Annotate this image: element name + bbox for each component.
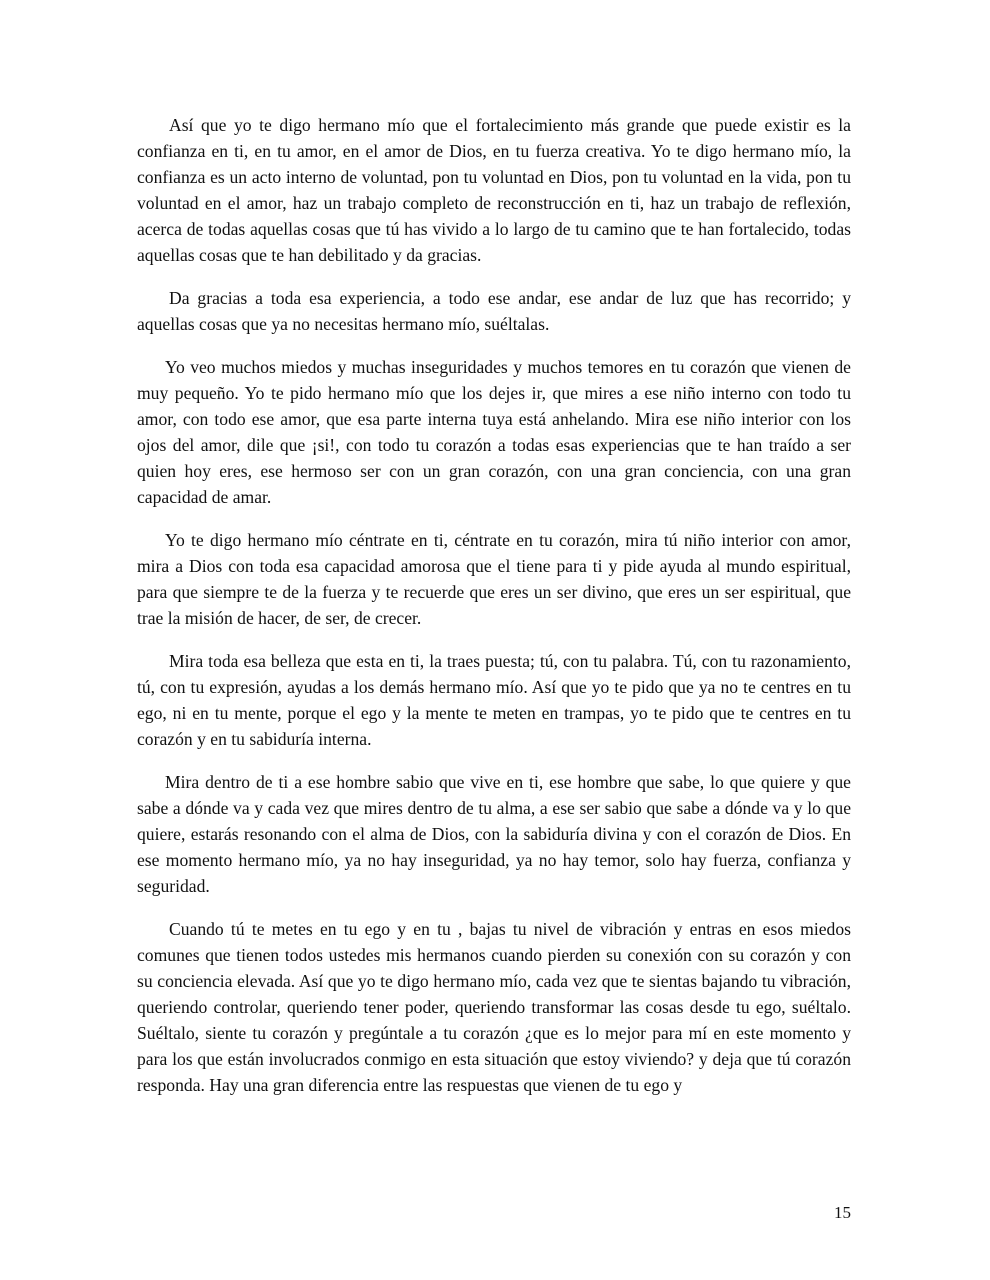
paragraph-3: Yo veo muchos miedos y muchas inseguridades y muchos temores en tu corazón que vienen de muy pequeño. Yo te pido hermano mío que los dejes ir, que mires a ese niño interno con todo tu amor, con todo ese amor, que esa parte interna tuya está anhelando. Mira ese niño interior con los ojos del amor, dile que ¡si!, con todo tu corazón a todas esas experiencias que te han traído a ser quien hoy eres, ese hermoso ser con un gran corazón, con una gran conciencia, con una gran capacidad de amar. [137, 356, 851, 508]
page-number: 15 [834, 1203, 851, 1222]
paragraph-6: Mira dentro de ti a ese hombre sabio que vive en ti, ese hombre que sabe, lo que quiere y que sabe a dónde va y cada vez que mires dentro de tu alma, a ese ser sabio que sabe a dónde va y lo que quiere, estarás resonando con el alma de Dios, con la sabiduría divina y con el corazón de Dios. En ese momento hermano mío, ya no hay inseguridad, ya no hay temor, solo hay fuerza, confianza y seguridad. [137, 771, 851, 896]
paragraph-1: Así que yo te digo hermano mío que el fortalecimiento más grande que puede existir es la confianza en ti, en tu amor, en el amor de Dios, en tu fuerza creativa. Yo te digo hermano mío, la confianza es un acto interno de voluntad, pon tu voluntad en Dios, pon tu voluntad en la vida, pon tu voluntad en el amor, haz un trabajo completo de reconstrucción en ti, haz un trabajo de reflexión, acerca de todas aquellas cosas que tú has vivido a lo largo de tu camino que te han fortalecido, todas aquellas cosas que te han debilitado y da gracias. [137, 115, 851, 266]
document-body [137, 112, 851, 1115]
paragraph-5: Mira toda esa belleza que esta en ti, la traes puesta; tú, con tu palabra. Tú, con tu razonamiento, tú, con tu expresión, ayudas a los demás hermano mío. Así que yo te pido que ya no te centres en tu ego, ni en tu mente, porque el ego y la mente te meten en trampas, yo te pido que te centres en tu corazón y en tu sabiduría interna. [137, 650, 851, 749]
paragraph-7: Cuando tú te metes en tu ego y en tu , bajas tu nivel de vibración y entras en esos miedos comunes que tienen todos ustedes mis hermanos cuando pierden su conexión con su corazón y con su conciencia elevada. Así que yo te digo hermano mío, cada vez que te sientas bajando tu vibración, queriendo controlar, queriendo tener poder, queriendo transformar las cosas desde tu ego, suéltalo. Suéltalo, siente tu corazón y pregúntale a tu corazón ¿que es lo mejor para mí en este momento y para los que están involucrados conmigo en esta situación que estoy viviendo? y deja que tú corazón responda. Hay una gran diferencia entre las respuestas que vienen de tu ego y [137, 918, 851, 1096]
paragraph-2: Da gracias a toda esa experiencia, a todo ese andar, ese andar de luz que has recorrido; y aquellas cosas que ya no necesitas hermano mío, suéltalas. [137, 288, 851, 335]
paragraph-4: Yo te digo hermano mío céntrate en ti, céntrate en tu corazón, mira tú niño interior con amor, mira a Dios con toda esa capacidad amorosa que el tiene para ti y pide ayuda al mundo espiritual, para que siempre te de la fuerza y te recuerde que eres un ser divino, que eres un ser espiritual, que trae la misión de hacer, de ser, de crecer. [137, 529, 851, 629]
